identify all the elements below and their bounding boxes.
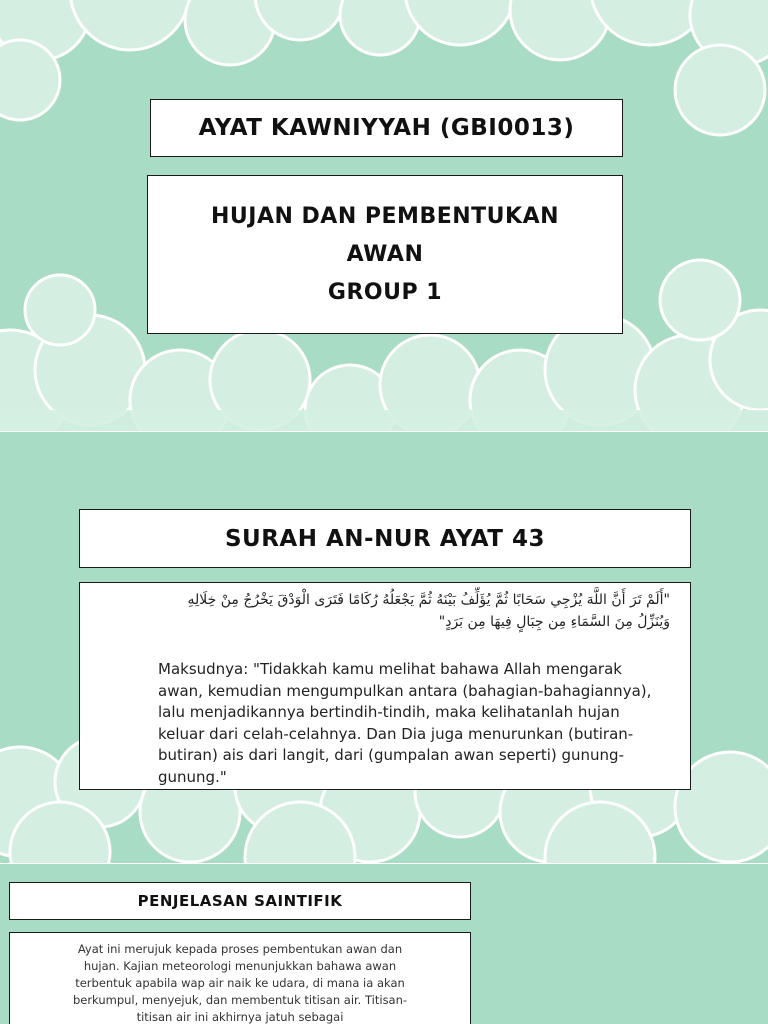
topic-line-1: HUJAN DAN PEMBENTUKAN: [210, 203, 560, 229]
slide-title: [0, 0, 768, 432]
verse-meaning: Maksudnya: "Tidakkah kamu melihat bahawa Allah mengarak awan, kemudian mengumpulkan antara (bahagian-bahagiannya), lalu menjadikannya bertindih-tindih, maka kelihatanlah hujan keluar dari celah-celahnya. Dan Dia juga menurunkan (butiran-butiran) ais dari langit, dari (gumpalan awan seperti) gunung-gunung.": [158, 660, 652, 786]
topic-line-2: AWAN: [346, 241, 424, 267]
group-label: GROUP 1: [327, 279, 443, 305]
slide-surah: [0, 432, 768, 864]
topic-box: [147, 175, 623, 334]
course-title: AYAT KAWNIYYAH (GBI0013): [198, 115, 575, 141]
section-title: PENJELASAN SAINTIFIK: [137, 892, 343, 910]
arabic-verse: "أَلَمْ تَرَ أَنَّ اللَّهَ يُزْجِي سَحَابًا ثُمَّ يُؤَلِّفُ بَيْنَهُ ثُمَّ يَجْعَلُهُ رُكَامًا فَتَرَى الْوَدْقَ يَخْرُجُ مِنْ خِلَالِهِ وَيُنَزِّلُ مِنَ السَّمَاءِ مِن جِبَالٍ فِيهَا مِن بَرَدٍ": [187, 592, 670, 630]
course-title-box: [150, 99, 623, 157]
surah-title: SURAH AN-NUR AYAT 43: [224, 525, 546, 552]
scientific-description: Ayat ini merujuk kepada proses pembentukan awan dan hujan. Kajian meteorologi menunjukkan bahawa awan terbentuk apabila wap air naik ke udara, di mana ia akan berkumpul, menyejuk, dan membentuk titisan air. Titisan-titisan air ini akhirnya jatuh sebagai: [72, 942, 408, 1024]
verse-box: [79, 582, 691, 790]
surah-title-box: [79, 509, 691, 568]
description-box: [9, 932, 471, 1024]
slide-scientific: [0, 864, 768, 1024]
section-title-box: [9, 882, 471, 920]
